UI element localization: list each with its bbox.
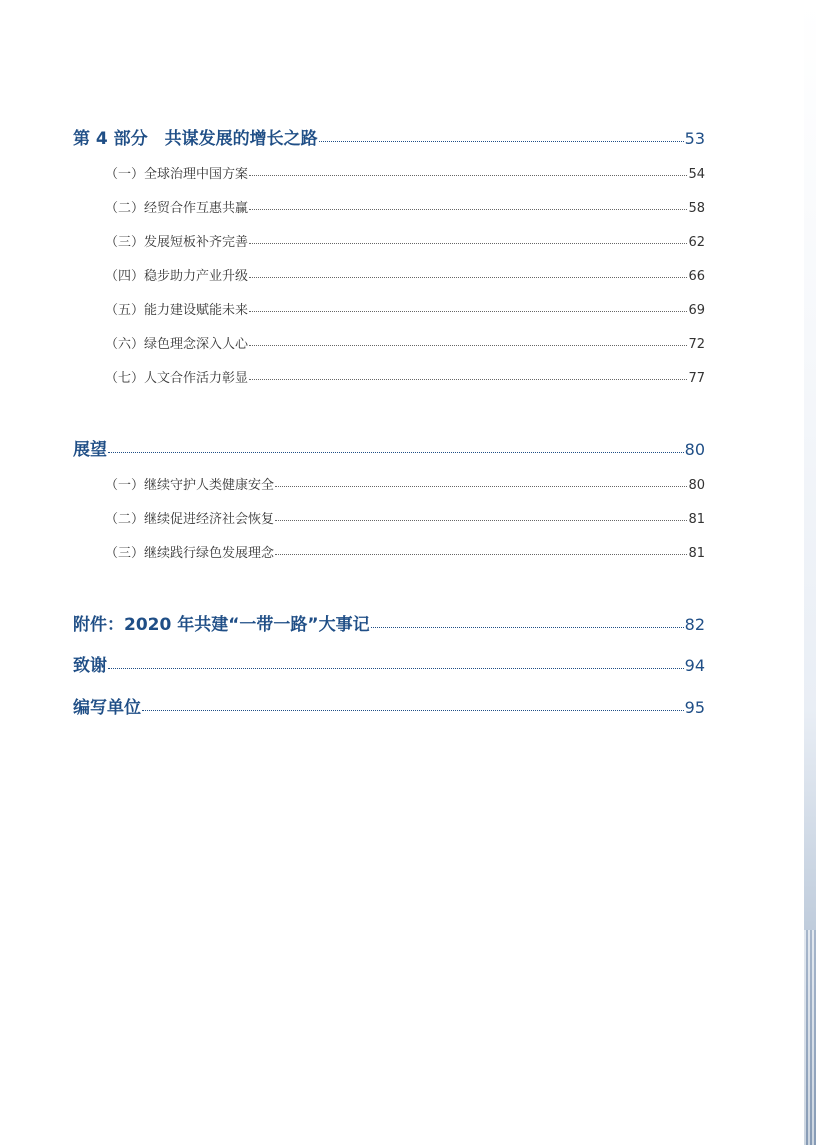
toc-page-number: 80	[684, 440, 705, 459]
page-edge-photo-strip	[804, 930, 816, 1145]
toc-page-number: 54	[688, 167, 705, 182]
toc-subentry-title: （七）人文合作活力彰显	[105, 371, 249, 386]
toc-leader-dots	[249, 209, 687, 210]
toc-leader-dots	[371, 627, 684, 628]
toc-subentry-title: （三）发展短板补齐完善	[105, 235, 249, 250]
toc-subentry-title: （一）全球治理中国方案	[105, 167, 249, 182]
toc-page-number: 81	[688, 546, 705, 561]
toc-leader-dots	[249, 311, 687, 312]
toc-page-number: 58	[688, 201, 705, 216]
toc-leader-dots	[275, 554, 687, 555]
toc-leader-dots	[249, 379, 687, 380]
toc-entry-title: 致谢	[73, 656, 107, 676]
toc-subentry[interactable]	[73, 474, 705, 493]
toc-subentry[interactable]	[73, 163, 705, 182]
toc-page-number: 81	[688, 512, 705, 527]
toc-entry-authors[interactable]	[73, 693, 705, 718]
toc-entry-outlook[interactable]	[73, 435, 705, 460]
toc-leader-dots	[275, 520, 687, 521]
toc-page-number: 53	[684, 129, 705, 148]
toc-subentry-title: （一）继续守护人类健康安全	[105, 478, 275, 493]
toc-subentry[interactable]	[73, 197, 705, 216]
toc-leader-dots	[249, 175, 687, 176]
toc-subentry-title: （二）继续促进经济社会恢复	[105, 512, 275, 527]
toc-leader-dots	[249, 243, 687, 244]
toc-subentry[interactable]	[73, 367, 705, 386]
toc-subentry-title: （三）继续践行绿色发展理念	[105, 546, 275, 561]
toc-leader-dots	[108, 668, 684, 669]
toc-entry-title: 第 4 部分 共谋发展的增长之路	[73, 129, 318, 149]
toc-entry-title: 编写单位	[73, 698, 141, 718]
toc-page-number: 77	[688, 371, 705, 386]
toc-subentry[interactable]	[73, 508, 705, 527]
toc-page-number: 94	[684, 656, 705, 675]
toc-page-number: 62	[688, 235, 705, 250]
toc-leader-dots	[142, 710, 684, 711]
toc-subentry-title: （六）绿色理念深入人心	[105, 337, 249, 352]
toc-entry-acknowledgements[interactable]	[73, 651, 705, 676]
toc-subentry[interactable]	[73, 265, 705, 284]
toc-subentry[interactable]	[73, 231, 705, 250]
toc-entry-appendix[interactable]	[73, 610, 705, 635]
toc-subentry-title: （五）能力建设赋能未来	[105, 303, 249, 318]
toc-entry-part4[interactable]	[73, 124, 705, 149]
toc-leader-dots	[249, 277, 687, 278]
toc-subentry-title: （二）经贸合作互惠共赢	[105, 201, 249, 216]
toc-page-number: 66	[688, 269, 705, 284]
toc-page-number: 95	[684, 698, 705, 717]
toc-page-number: 82	[684, 615, 705, 634]
toc-subentry[interactable]	[73, 299, 705, 318]
toc-leader-dots	[249, 345, 687, 346]
toc-page-number: 72	[688, 337, 705, 352]
toc-leader-dots	[275, 486, 687, 487]
toc-subentry[interactable]	[73, 542, 705, 561]
toc-entry-title: 展望	[73, 440, 107, 460]
toc-leader-dots	[319, 141, 684, 142]
toc-page-number: 80	[688, 478, 705, 493]
toc-leader-dots	[108, 452, 684, 453]
toc-entry-title: 附件：2020 年共建“一带一路”大事记	[73, 615, 370, 635]
toc-subentry[interactable]	[73, 333, 705, 352]
toc-page-number: 69	[688, 303, 705, 318]
toc-subentry-title: （四）稳步助力产业升级	[105, 269, 249, 284]
